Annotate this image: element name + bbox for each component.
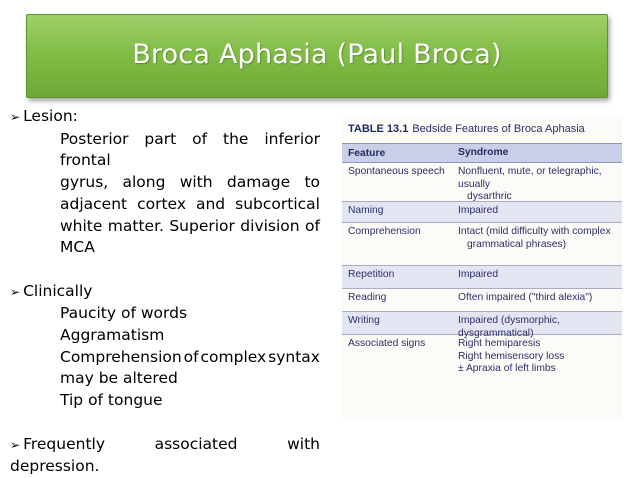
syndrome-line: dysarthric xyxy=(467,191,512,202)
table-row xyxy=(342,266,622,289)
title-banner xyxy=(26,14,608,98)
frequent-word: associated xyxy=(154,434,238,453)
table-caption-text: Bedside Features of Broca Aphasia xyxy=(412,123,585,135)
syndrome-line: grammatical phrases) xyxy=(467,238,566,250)
cell-feature: Repetition xyxy=(348,269,395,280)
syndrome-line: ± Apraxia of left limbs xyxy=(458,363,556,374)
frequent-word: Frequently xyxy=(23,434,105,453)
cell-feature: Naming xyxy=(348,205,384,216)
cell-syndrome: Often impaired ("third alexia") xyxy=(458,292,593,303)
table-number: TABLE 13.1 xyxy=(348,123,409,135)
slide-title: Broca Aphasia (Paul Broca) xyxy=(132,38,502,70)
lesion-line: white matter. Superior division of xyxy=(60,216,320,235)
cell-feature: Reading xyxy=(348,292,387,303)
lesion-line: gyrus, along with damage to xyxy=(60,173,320,192)
table-row xyxy=(342,312,622,339)
table-row xyxy=(342,223,622,266)
clinical-items xyxy=(10,303,320,412)
arrow-bullet-icon: ➢ xyxy=(10,110,21,124)
table-row xyxy=(342,289,622,312)
lesion-line: MCA xyxy=(60,238,95,257)
lesion-line: Posterior part of the inferior frontal xyxy=(60,129,320,170)
left-text-column xyxy=(10,106,320,478)
frequent-word: with xyxy=(287,434,320,453)
table-caption xyxy=(342,117,622,143)
cell-syndrome: Impaired xyxy=(458,269,499,280)
clinical-item: Comprehension of complex syntax xyxy=(60,347,320,366)
arrow-bullet-icon: ➢ xyxy=(10,284,21,299)
syndrome-line: Nonfluent, mute, or telegraphic, usually xyxy=(458,166,602,190)
frequent-continuation: depression. xyxy=(10,457,100,476)
clinical-item: Aggramatism xyxy=(60,326,165,345)
clinically-bullet xyxy=(10,281,320,304)
table-row xyxy=(342,202,622,223)
cell-syndrome: Impaired (dysmorphic, dysgrammatical) xyxy=(458,315,560,339)
lesion-bullet xyxy=(10,106,320,129)
lesion-line: adjacent cortex and subcortical xyxy=(60,194,320,213)
syndrome-line: Right hemisensory loss xyxy=(458,350,565,362)
cell-syndrome xyxy=(458,163,622,204)
table-header-row xyxy=(342,143,622,163)
lesion-label: Lesion: xyxy=(23,107,78,125)
cell-syndrome xyxy=(458,223,622,251)
header-feature: Feature xyxy=(348,147,386,159)
clinical-item: Tip of tongue xyxy=(60,391,163,410)
cell-syndrome xyxy=(458,335,622,376)
clinically-label: Clinically xyxy=(23,281,93,300)
broca-features-table xyxy=(342,117,622,419)
table-row xyxy=(342,335,622,387)
cell-feature: Spontaneous speech xyxy=(348,166,445,177)
frequently-bullet xyxy=(10,434,320,457)
clinical-item: Paucity of words xyxy=(60,304,188,323)
table-row xyxy=(342,163,622,202)
arrow-bullet-icon: ➢ xyxy=(10,437,21,452)
cell-syndrome: Impaired xyxy=(458,205,499,216)
syndrome-line: Right hemiparesis xyxy=(458,338,541,349)
syndrome-line: Intact (mild difficulty with complex xyxy=(458,226,611,237)
lesion-description xyxy=(10,129,320,259)
header-syndrome: Syndrome xyxy=(458,146,509,158)
cell-feature: Writing xyxy=(348,315,380,326)
cell-feature: Comprehension xyxy=(348,226,421,237)
cell-feature: Associated signs xyxy=(348,338,426,349)
clinical-item: may be altered xyxy=(60,369,178,388)
